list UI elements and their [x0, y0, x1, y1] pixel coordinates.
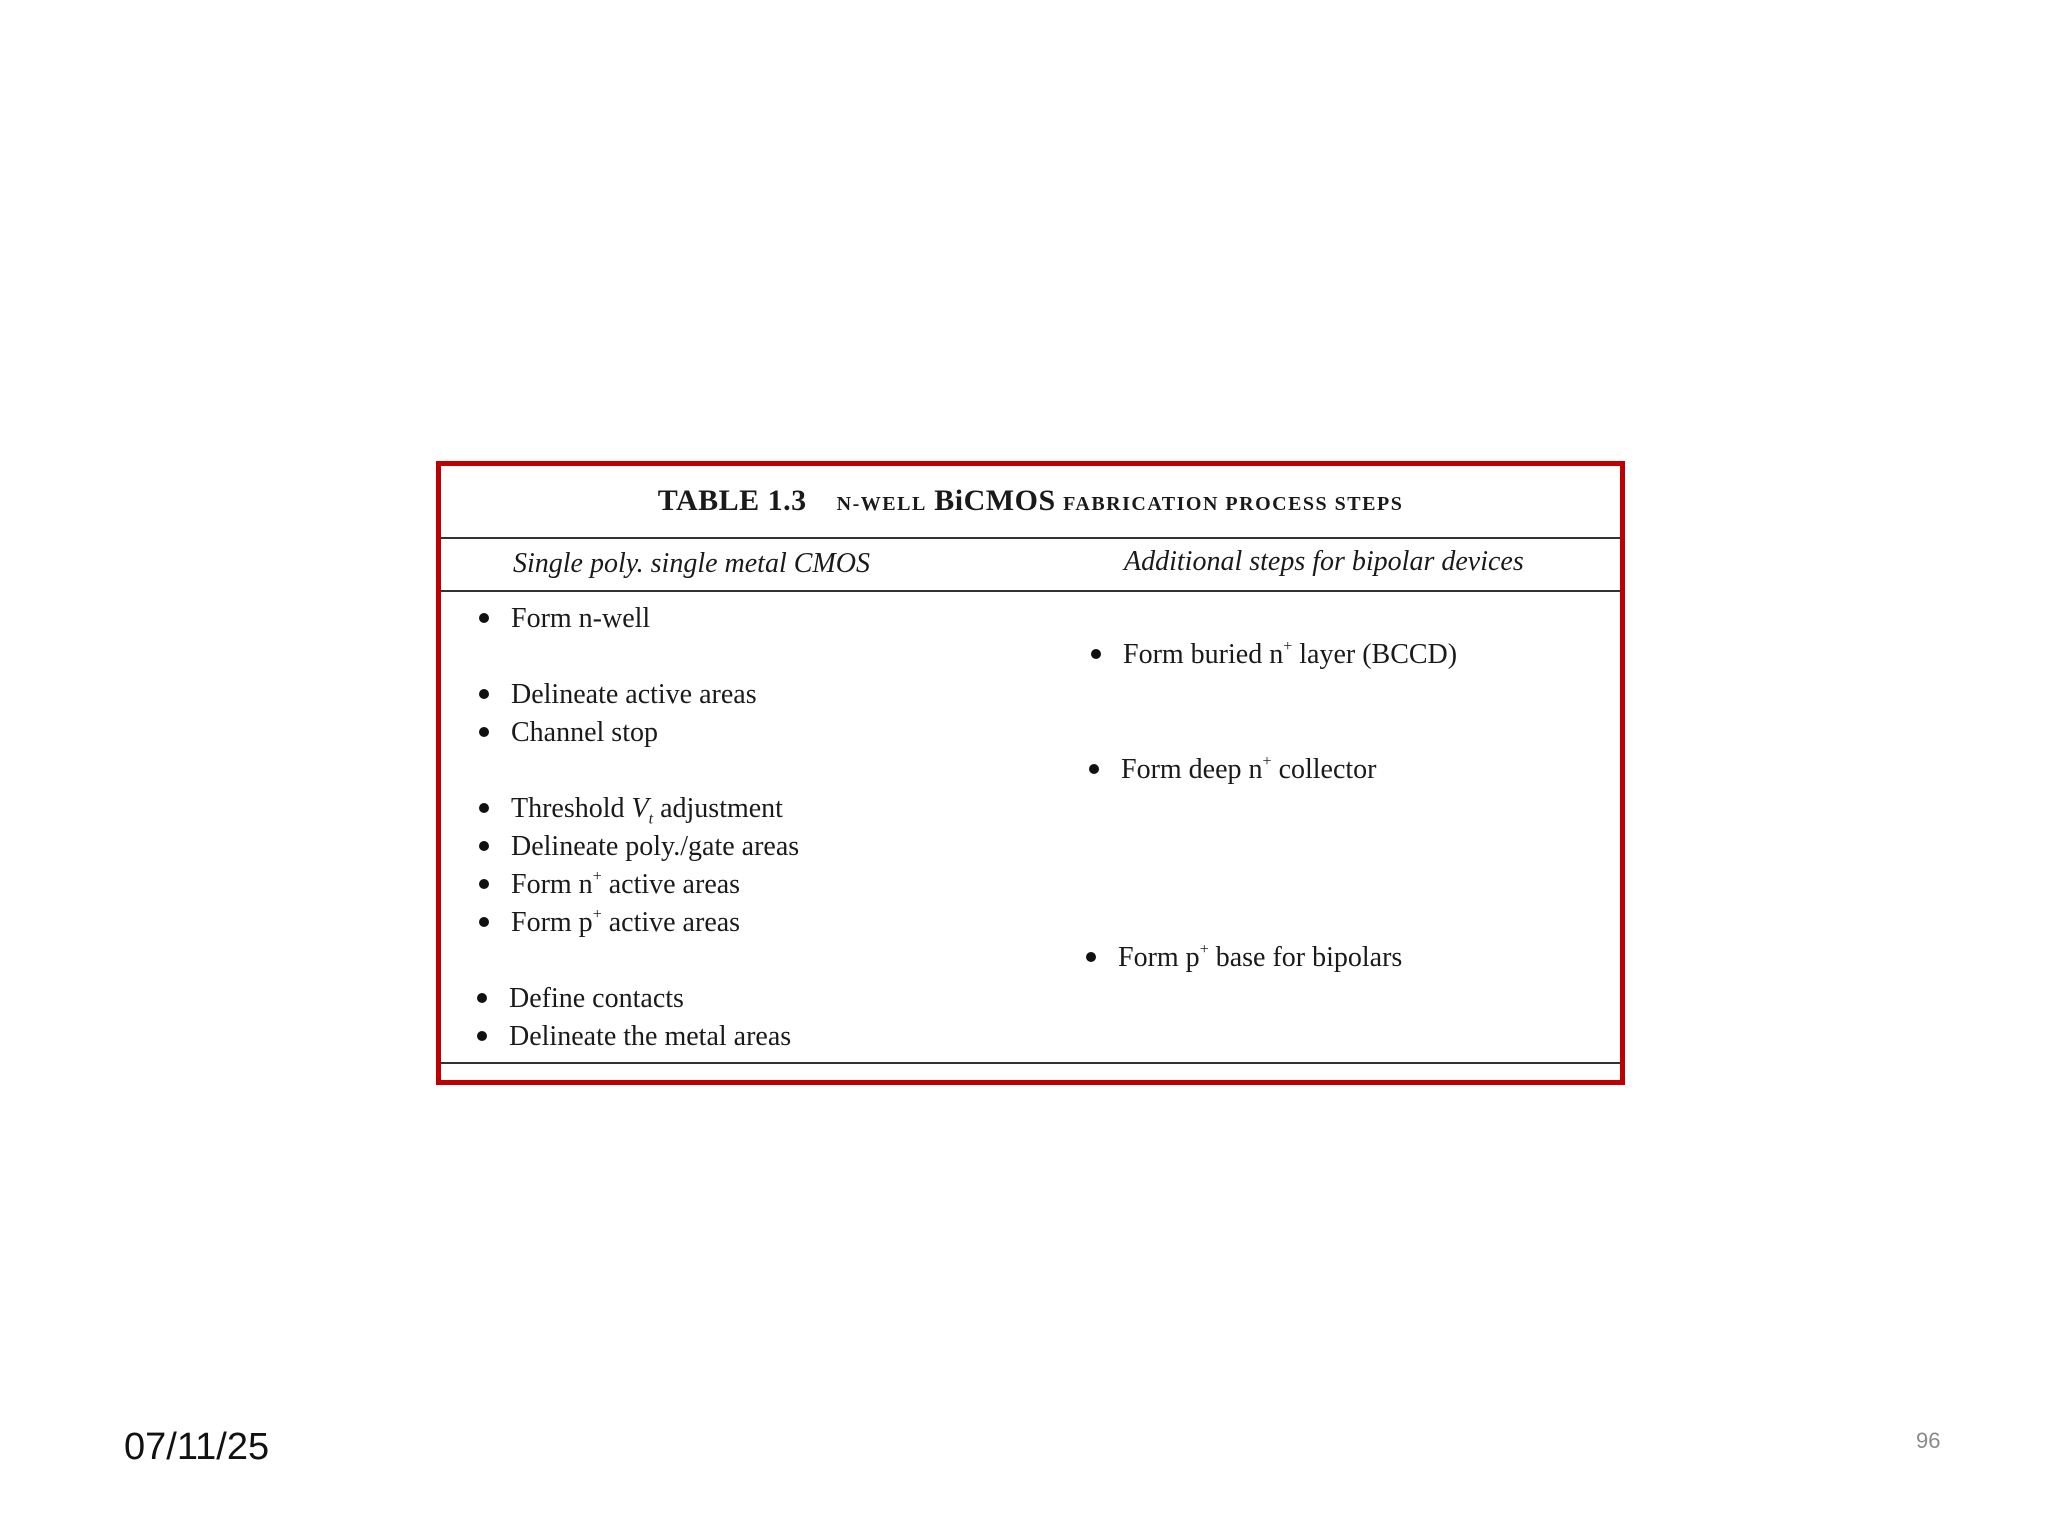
col-right-header: Additional steps for bipolar devices — [1124, 546, 1524, 577]
bullet-icon — [477, 1031, 487, 1041]
list-item: Threshold $V_t$ adjustment — [479, 793, 783, 825]
bullet-icon — [1089, 764, 1099, 774]
list-item: Define contacts — [477, 983, 684, 1015]
bullet-icon — [479, 689, 489, 699]
bullet-icon — [479, 613, 489, 623]
title-bicmos: BiCMOS — [934, 484, 1056, 517]
bullet-icon — [479, 879, 489, 889]
list-item: Delineate poly./gate areas — [479, 831, 799, 863]
list-item: Delineate active areas — [479, 679, 757, 711]
page-number: 96 — [1916, 1428, 1941, 1453]
bullet-icon — [1091, 649, 1101, 659]
table-title — [441, 484, 1620, 518]
bullet-icon — [1086, 952, 1096, 962]
list-item: Form deep n+ collector — [1089, 754, 1377, 786]
bullet-icon — [479, 841, 489, 851]
title-suffix: FABRICATION PROCESS STEPS — [1063, 493, 1404, 515]
bullet-icon — [479, 917, 489, 927]
rule-bottom — [441, 1062, 1620, 1064]
list-item: Form p+ active areas — [479, 907, 740, 939]
list-item: Channel stop — [479, 717, 658, 749]
table-frame — [436, 461, 1625, 1085]
bullet-icon — [477, 993, 487, 1003]
list-item: Form n-well — [479, 603, 650, 635]
col-left-header: Single poly. single metal CMOS — [513, 548, 870, 579]
rule-top — [441, 537, 1620, 539]
list-item: Form buried n+ layer (BCCD) — [1091, 639, 1457, 671]
list-item: Form p+ base for bipolars — [1086, 942, 1402, 974]
footer-date: 07/11/25 — [124, 1426, 270, 1468]
table-number: TABLE 1.3 — [657, 484, 807, 517]
list-item: Form n+ active areas — [479, 869, 740, 901]
title-nwell: N-WELL — [836, 493, 927, 515]
bullet-icon — [479, 803, 489, 813]
rule-header — [441, 590, 1620, 592]
list-item: Delineate the metal areas — [477, 1021, 791, 1053]
bullet-icon — [479, 727, 489, 737]
